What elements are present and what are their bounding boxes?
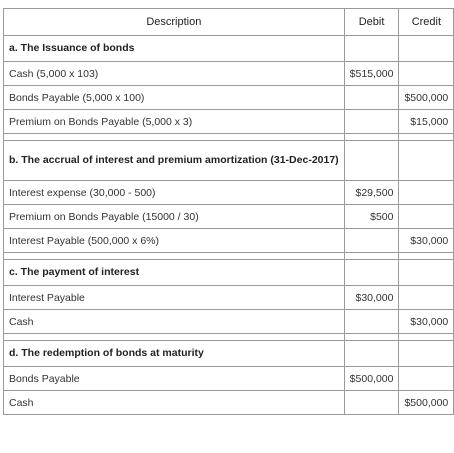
section-header-row bbox=[4, 141, 454, 181]
entry-debit: $500,000 bbox=[344, 367, 399, 391]
spacer-row bbox=[4, 134, 454, 141]
entry-row bbox=[4, 391, 454, 415]
entry-row bbox=[4, 286, 454, 310]
entry-debit bbox=[344, 310, 399, 334]
section-debit-cell bbox=[344, 341, 399, 367]
header-debit: Debit bbox=[344, 9, 399, 36]
header-credit: Credit bbox=[399, 9, 454, 36]
section-credit-cell bbox=[399, 260, 454, 286]
section-debit-cell bbox=[344, 141, 399, 181]
entry-debit: $515,000 bbox=[344, 62, 399, 86]
header-row bbox=[4, 9, 454, 36]
section-title: a. The Issuance of bonds bbox=[4, 36, 345, 62]
entry-description: Bonds Payable (5,000 x 100) bbox=[4, 86, 345, 110]
spacer-cell bbox=[4, 134, 345, 141]
entry-debit: $30,000 bbox=[344, 286, 399, 310]
entry-debit: $29,500 bbox=[344, 181, 399, 205]
entry-description: Interest Payable (500,000 x 6%) bbox=[4, 229, 345, 253]
spacer-cell bbox=[344, 253, 399, 260]
entry-credit: $15,000 bbox=[399, 110, 454, 134]
entry-row bbox=[4, 205, 454, 229]
entry-debit bbox=[344, 110, 399, 134]
entry-credit: $30,000 bbox=[399, 310, 454, 334]
entry-credit: $500,000 bbox=[399, 391, 454, 415]
entry-description: Interest expense (30,000 - 500) bbox=[4, 181, 345, 205]
section-credit-cell bbox=[399, 141, 454, 181]
entry-row bbox=[4, 62, 454, 86]
entry-row bbox=[4, 110, 454, 134]
entry-credit: $30,000 bbox=[399, 229, 454, 253]
entry-description: Cash bbox=[4, 310, 345, 334]
journal-entries-table bbox=[3, 8, 454, 415]
spacer-cell bbox=[4, 253, 345, 260]
section-debit-cell bbox=[344, 260, 399, 286]
entry-row bbox=[4, 229, 454, 253]
entry-description: Cash bbox=[4, 391, 345, 415]
header-description: Description bbox=[4, 9, 345, 36]
spacer-row bbox=[4, 253, 454, 260]
entry-credit bbox=[399, 62, 454, 86]
entry-debit bbox=[344, 229, 399, 253]
section-header-row bbox=[4, 260, 454, 286]
entry-credit bbox=[399, 286, 454, 310]
entry-description: Bonds Payable bbox=[4, 367, 345, 391]
journal-body bbox=[4, 36, 454, 415]
entry-credit bbox=[399, 367, 454, 391]
entry-debit bbox=[344, 86, 399, 110]
section-credit-cell bbox=[399, 36, 454, 62]
spacer-cell bbox=[399, 253, 454, 260]
entry-row bbox=[4, 310, 454, 334]
entry-credit: $500,000 bbox=[399, 86, 454, 110]
section-header-row bbox=[4, 36, 454, 62]
entry-description: Premium on Bonds Payable (15000 / 30) bbox=[4, 205, 345, 229]
entry-description: Cash (5,000 x 103) bbox=[4, 62, 345, 86]
section-header-row bbox=[4, 341, 454, 367]
section-debit-cell bbox=[344, 36, 399, 62]
spacer-cell bbox=[399, 334, 454, 341]
entry-description: Interest Payable bbox=[4, 286, 345, 310]
entry-row bbox=[4, 181, 454, 205]
spacer-cell bbox=[399, 134, 454, 141]
section-credit-cell bbox=[399, 341, 454, 367]
entry-row bbox=[4, 86, 454, 110]
section-title: b. The accrual of interest and premium amortization (31-Dec-2017) bbox=[4, 141, 345, 181]
section-title: c. The payment of interest bbox=[4, 260, 345, 286]
section-title: d. The redemption of bonds at maturity bbox=[4, 341, 345, 367]
entry-debit bbox=[344, 391, 399, 415]
entry-row bbox=[4, 367, 454, 391]
entry-credit bbox=[399, 181, 454, 205]
spacer-cell bbox=[4, 334, 345, 341]
spacer-row bbox=[4, 334, 454, 341]
entry-credit bbox=[399, 205, 454, 229]
spacer-cell bbox=[344, 334, 399, 341]
entry-debit: $500 bbox=[344, 205, 399, 229]
spacer-cell bbox=[344, 134, 399, 141]
entry-description: Premium on Bonds Payable (5,000 x 3) bbox=[4, 110, 345, 134]
